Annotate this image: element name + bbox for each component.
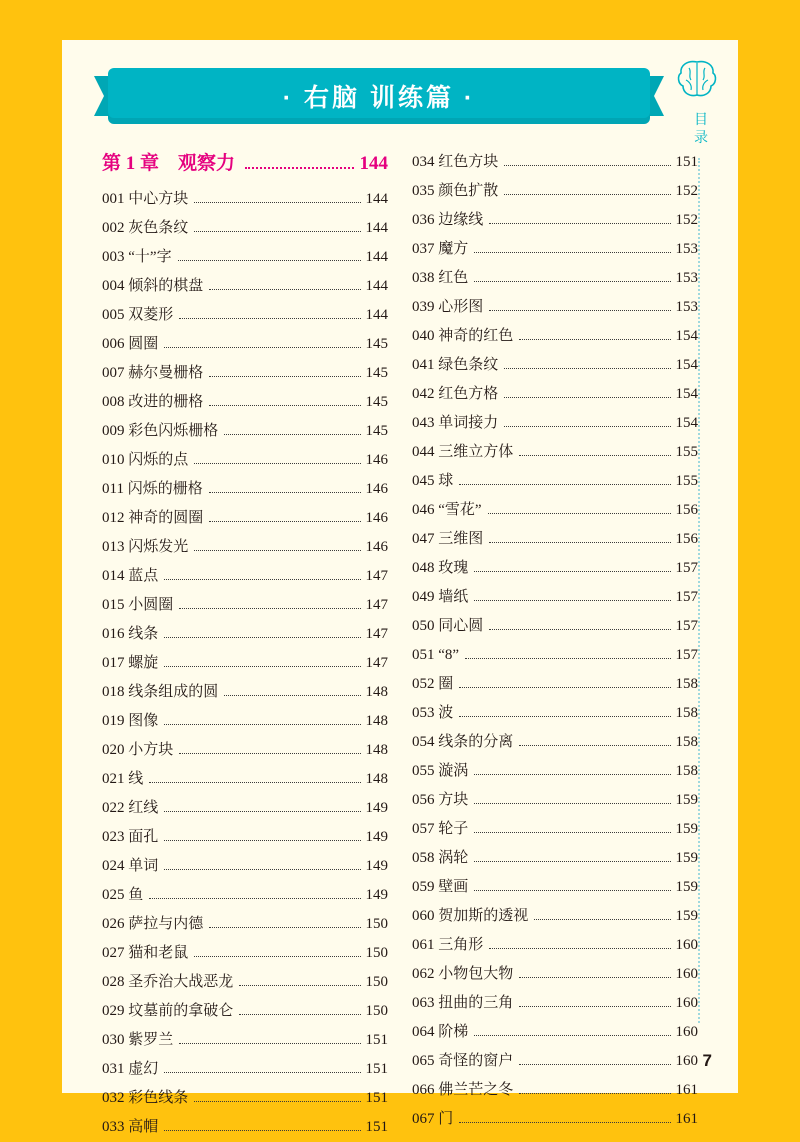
toc-entry[interactable]: [412, 612, 698, 641]
toc-entry-label: 048 玫瑰: [412, 560, 469, 576]
toc-entry[interactable]: [102, 968, 388, 997]
toc-entry-label: 060 贺加斯的透视: [412, 908, 529, 924]
toc-leader-dots: [209, 491, 361, 493]
toc-leader-dots: [504, 193, 670, 195]
toc-entry[interactable]: [412, 1105, 698, 1134]
toc-entry[interactable]: [102, 939, 388, 968]
toc-entry-page: 146: [365, 452, 388, 468]
toc-leader-dots: [519, 1092, 670, 1094]
toc-entry-label: 040 神奇的红色: [412, 328, 514, 344]
toc-entry[interactable]: [412, 815, 698, 844]
toc-entry-page: 151: [365, 1119, 388, 1135]
toc-entry-page: 150: [365, 1003, 388, 1019]
toc-leader-dots: [489, 628, 670, 630]
toc-entry-label: 026 萨拉与内德: [102, 916, 204, 932]
toc-entry-label: 063 扭曲的三角: [412, 995, 514, 1011]
toc-leader-dots: [194, 462, 360, 464]
toc-leader-dots: [474, 831, 670, 833]
toc-entry-page: 144: [365, 191, 388, 207]
toc-entry-page: 151: [675, 154, 698, 170]
toc-entry-page: 151: [365, 1032, 388, 1048]
toc-leader-dots: [504, 164, 670, 166]
toc-entry-page: 160: [675, 1053, 698, 1069]
toc-entry-label: 038 红色: [412, 270, 469, 286]
page-sheet: [62, 40, 738, 1135]
toc-entry-page: 154: [675, 328, 698, 344]
toc-entry-label: 061 三角形: [412, 937, 484, 953]
toc-leader-dots: [209, 288, 360, 290]
toc-entry[interactable]: [412, 989, 698, 1018]
toc-leader-dots: [194, 1100, 360, 1102]
toc-entry-page: 146: [365, 510, 388, 526]
toc-entry[interactable]: [102, 1084, 388, 1113]
toc-entry-label: 042 红色方格: [412, 386, 499, 402]
toc-entry-page: 158: [675, 734, 698, 750]
toc-entry[interactable]: [412, 206, 698, 235]
toc-leader-dots: [474, 773, 670, 775]
toc-entry-page: 160: [675, 937, 698, 953]
toc-entry-page: 144: [365, 220, 388, 236]
toc-entry[interactable]: [412, 902, 698, 931]
toc-entry[interactable]: [102, 562, 388, 591]
toc-entry[interactable]: [412, 931, 698, 960]
toc-entry[interactable]: [412, 728, 698, 757]
toc-entry[interactable]: [412, 496, 698, 525]
toc-entry-label: 064 阶梯: [412, 1024, 469, 1040]
toc-entry-label: 021 线: [102, 771, 144, 787]
toc-entry-label: 047 三维图: [412, 531, 484, 547]
toc-entry-page: 145: [365, 365, 388, 381]
toc-leader-dots: [209, 520, 360, 522]
toc-entry-page: 160: [675, 966, 698, 982]
toc-entry-label: 065 奇怪的窗户: [412, 1053, 514, 1069]
toc-entry-page: 147: [365, 597, 388, 613]
toc-entry[interactable]: [102, 620, 388, 649]
toc-leader-dots: [224, 433, 360, 435]
toc-entry[interactable]: [412, 757, 698, 786]
chapter-title: 第 1 章 观察力: [102, 153, 236, 174]
toc-leader-dots: [459, 1121, 670, 1123]
chapter-heading[interactable]: [102, 148, 388, 175]
toc-entry[interactable]: [102, 881, 388, 910]
toc-entry-label: 010 闪烁的点: [102, 452, 189, 468]
toc-entry-label: 006 圆圈: [102, 336, 159, 352]
toc-entry[interactable]: [412, 467, 698, 496]
toc-leader-dots: [489, 222, 670, 224]
toc-entry-page: 148: [365, 713, 388, 729]
toc-entry-page: 151: [365, 1090, 388, 1106]
toc-leader-dots: [149, 897, 360, 899]
toc-leader-dots: [474, 889, 670, 891]
toc-leader-dots: [474, 1034, 670, 1036]
toc-entry[interactable]: [102, 272, 388, 301]
toc-entry-page: 147: [365, 568, 388, 584]
toc-leader-dots: [465, 657, 670, 659]
toc-entry[interactable]: [102, 214, 388, 243]
toc-entry-label: 028 圣乔治大战恶龙: [102, 974, 234, 990]
toc-entry[interactable]: [412, 177, 698, 206]
toc-leader-dots: [489, 947, 670, 949]
toc-entry-page: 145: [365, 394, 388, 410]
toc-entry-page: 158: [675, 676, 698, 692]
toc-leader-dots: [519, 1005, 670, 1007]
toc-leader-dots: [164, 346, 360, 348]
toc-leader-dots: [488, 512, 671, 514]
toc-entry-page: 154: [675, 415, 698, 431]
toc-leader-dots: [209, 926, 360, 928]
toc-entry[interactable]: [412, 1076, 698, 1105]
toc-entry-page: 148: [365, 771, 388, 787]
toc-entry-page: 159: [675, 792, 698, 808]
toc-entry-label: 050 同心圆: [412, 618, 484, 634]
toc-entry-page: 157: [675, 589, 698, 605]
toc-leader-dots: [519, 744, 670, 746]
toc-leader-dots: [209, 375, 360, 377]
toc-entry[interactable]: [412, 1047, 698, 1076]
toc-entry[interactable]: [102, 591, 388, 620]
page-number: 7: [702, 1051, 712, 1070]
toc-entry[interactable]: [412, 670, 698, 699]
toc-entry-page: 150: [365, 916, 388, 932]
toc-entry-label: 035 颜色扩散: [412, 183, 499, 199]
toc-entry-page: 149: [365, 887, 388, 903]
toc-entry-page: 146: [365, 481, 388, 497]
toc-entry-page: 152: [675, 183, 698, 199]
toc-leader-dots: [489, 309, 670, 311]
toc-leader-dots: [459, 483, 670, 485]
toc-entry-page: 147: [365, 626, 388, 642]
toc-entry-label: 005 双菱形: [102, 307, 174, 323]
toc-entry-label: 043 单词接力: [412, 415, 499, 431]
toc-entry-label: 011 闪烁的栅格: [102, 481, 203, 497]
toc-entry-label: 017 螺旋: [102, 655, 159, 671]
toc-entry-page: 149: [365, 829, 388, 845]
toc-leader-dots: [164, 636, 360, 638]
section-banner: [94, 68, 664, 124]
toc-leader-dots: [474, 599, 670, 601]
toc-entry-label: 014 蓝点: [102, 568, 159, 584]
toc-entry[interactable]: [102, 417, 388, 446]
toc-leader-dots: [474, 802, 670, 804]
toc-entry-label: 051 “8”: [412, 647, 460, 663]
toc-entry[interactable]: [102, 736, 388, 765]
toc-entry[interactable]: [412, 380, 698, 409]
toc-entry-label: 044 三维立方体: [412, 444, 514, 460]
toc-entry-page: 159: [675, 879, 698, 895]
toc-entry[interactable]: [412, 438, 698, 467]
toc-entry-label: 056 方块: [412, 792, 469, 808]
toc-entry-page: 160: [675, 1024, 698, 1040]
toc-entry[interactable]: [102, 649, 388, 678]
toc-entry[interactable]: [412, 960, 698, 989]
toc-entry-label: 013 闪烁发光: [102, 539, 189, 555]
toc-entry[interactable]: [102, 1113, 388, 1142]
toc-entry-page: 144: [365, 278, 388, 294]
toc-entry-label: 049 墙纸: [412, 589, 469, 605]
toc-entry-label: 053 波: [412, 705, 454, 721]
toc-entry-label: 036 边缘线: [412, 212, 484, 228]
toc-entry-page: 145: [365, 423, 388, 439]
toc-leader-dots: [179, 752, 360, 754]
toc-entry-label: 066 佛兰芒之冬: [412, 1082, 514, 1098]
toc-entry-page: 154: [675, 386, 698, 402]
toc-entry-label: 023 面孔: [102, 829, 159, 845]
side-dotted-rule: [698, 158, 702, 1023]
toc-entry[interactable]: [102, 1055, 388, 1084]
toc-entry-label: 059 壁画: [412, 879, 469, 895]
toc-entry-label: 058 涡轮: [412, 850, 469, 866]
toc-leader-dots: [194, 230, 360, 232]
toc-leader-dots: [179, 607, 360, 609]
toc-entry[interactable]: [102, 1026, 388, 1055]
toc-entry-label: 003 “十”字: [102, 249, 172, 265]
toc-entry-label: 007 赫尔曼栅格: [102, 365, 204, 381]
toc-entry[interactable]: [412, 148, 698, 177]
toc-columns: [102, 148, 698, 1142]
toc-entry[interactable]: [102, 388, 388, 417]
toc-entry-label: 008 改进的栅格: [102, 394, 204, 410]
toc-entry-label: 022 红线: [102, 800, 159, 816]
toc-entry-page: 156: [675, 531, 698, 547]
toc-entry-label: 018 线条组成的圆: [102, 684, 219, 700]
toc-entry[interactable]: [412, 293, 698, 322]
toc-leader-dots: [519, 338, 670, 340]
toc-entry-page: 157: [675, 647, 698, 663]
toc-leader-dots: [164, 839, 360, 841]
toc-entry[interactable]: [102, 910, 388, 939]
toc-entry[interactable]: [102, 678, 388, 707]
toc-entry[interactable]: [412, 235, 698, 264]
toc-entry-label: 034 红色方块: [412, 154, 499, 170]
toc-entry[interactable]: [412, 786, 698, 815]
toc-entry-page: 158: [675, 763, 698, 779]
toc-entry[interactable]: [102, 359, 388, 388]
toc-entry[interactable]: [102, 852, 388, 881]
toc-leader-dots: [179, 1042, 360, 1044]
toc-entry[interactable]: [102, 533, 388, 562]
toc-entry[interactable]: [102, 330, 388, 359]
toc-column-right: [412, 148, 698, 1142]
toc-leader-dots: [164, 665, 360, 667]
toc-entry[interactable]: [102, 243, 388, 272]
toc-entry-label: 025 鱼: [102, 887, 144, 903]
toc-entry-label: 012 神奇的圆圈: [102, 510, 204, 526]
toc-entry-label: 020 小方块: [102, 742, 174, 758]
toc-entry[interactable]: [412, 322, 698, 351]
toc-entry-label: 029 坟墓前的拿破仑: [102, 1003, 234, 1019]
toc-entry[interactable]: [102, 823, 388, 852]
toc-leader-dots: [194, 955, 360, 957]
toc-entry-page: 160: [675, 995, 698, 1011]
toc-entry-label: 016 线条: [102, 626, 159, 642]
toc-entry[interactable]: [412, 351, 698, 380]
toc-entry-label: 041 绿色条纹: [412, 357, 499, 373]
toc-entry-page: 153: [675, 299, 698, 315]
toc-leader-dots: [534, 918, 670, 920]
toc-entry[interactable]: [412, 525, 698, 554]
toc-entry-label: 045 球: [412, 473, 454, 489]
toc-entry-label: 024 单词: [102, 858, 159, 874]
side-label: 目录: [694, 111, 708, 145]
toc-leader-dots: [519, 1063, 670, 1065]
toc-entry-page: 150: [365, 974, 388, 990]
toc-entry[interactable]: [102, 765, 388, 794]
toc-leader-dots: [194, 201, 360, 203]
toc-entry-page: 157: [675, 560, 698, 576]
toc-entry-page: 150: [365, 945, 388, 961]
toc-leader-dots: [504, 425, 670, 427]
toc-entry-label: 030 紫罗兰: [102, 1032, 174, 1048]
toc-entry-page: 146: [365, 539, 388, 555]
toc-leader-dots: [164, 810, 360, 812]
toc-leader-dots: [239, 984, 360, 986]
toc-leader-dots: [474, 280, 670, 282]
toc-entry[interactable]: [412, 844, 698, 873]
toc-leader-dots: [179, 317, 360, 319]
toc-column-left: [102, 148, 388, 1142]
chapter-leader-dots: [245, 166, 353, 169]
toc-entry-page: 155: [675, 473, 698, 489]
toc-entry-page: 144: [365, 307, 388, 323]
toc-entry-page: 152: [675, 212, 698, 228]
toc-entry[interactable]: [102, 504, 388, 533]
banner-plate: [108, 68, 650, 124]
toc-entry[interactable]: [412, 873, 698, 902]
toc-entry-page: 157: [675, 618, 698, 634]
toc-leader-dots: [209, 404, 360, 406]
toc-entry-page: 153: [675, 270, 698, 286]
toc-entry-page: 159: [675, 821, 698, 837]
toc-entry[interactable]: [102, 707, 388, 736]
toc-entry-label: 015 小圆圈: [102, 597, 174, 613]
toc-entry-label: 019 图像: [102, 713, 159, 729]
toc-entry[interactable]: [102, 185, 388, 214]
toc-entry-page: 148: [365, 684, 388, 700]
chapter-page: 144: [359, 153, 388, 174]
toc-leader-dots: [489, 541, 670, 543]
toc-entry-page: 149: [365, 858, 388, 874]
toc-entry-label: 001 中心方块: [102, 191, 189, 207]
toc-entry-label: 046 “雪花”: [412, 502, 482, 518]
toc-entry-label: 062 小物包大物: [412, 966, 514, 982]
toc-entry-page: 161: [675, 1082, 698, 1098]
toc-leader-dots: [164, 578, 360, 580]
toc-entry-page: 149: [365, 800, 388, 816]
toc-entry-page: 144: [365, 249, 388, 265]
toc-entry-page: 159: [675, 908, 698, 924]
toc-entry-label: 004 倾斜的棋盘: [102, 278, 204, 294]
toc-entry[interactable]: [412, 409, 698, 438]
toc-entry-label: 033 高帽: [102, 1119, 159, 1135]
toc-leader-dots: [474, 570, 670, 572]
toc-entry-page: 153: [675, 241, 698, 257]
toc-entry-page: 151: [365, 1061, 388, 1077]
toc-entry[interactable]: [412, 264, 698, 293]
toc-entry[interactable]: [412, 699, 698, 728]
toc-entry-page: 145: [365, 336, 388, 352]
toc-leader-dots: [164, 1129, 360, 1131]
toc-entry[interactable]: [412, 641, 698, 670]
toc-entry[interactable]: [102, 475, 388, 504]
brain-icon: [674, 58, 720, 100]
toc-entry-label: 009 彩色闪烁栅格: [102, 423, 219, 439]
toc-entry-page: 148: [365, 742, 388, 758]
toc-leader-dots: [519, 976, 670, 978]
toc-entry-page: 161: [675, 1111, 698, 1127]
toc-entry[interactable]: [102, 446, 388, 475]
toc-entry-page: 156: [675, 502, 698, 518]
toc-leader-dots: [474, 251, 670, 253]
toc-entry-label: 002 灰色条纹: [102, 220, 189, 236]
toc-entry-label: 039 心形图: [412, 299, 484, 315]
toc-leader-dots: [164, 1071, 360, 1073]
toc-entry-label: 057 轮子: [412, 821, 469, 837]
toc-entry-label: 027 猫和老鼠: [102, 945, 189, 961]
toc-entry-page: 155: [675, 444, 698, 460]
toc-entry-label: 031 虚幻: [102, 1061, 159, 1077]
toc-entry-label: 037 魔方: [412, 241, 469, 257]
toc-leader-dots: [178, 259, 361, 261]
toc-leader-dots: [504, 367, 670, 369]
toc-entry-label: 067 门: [412, 1111, 454, 1127]
toc-leader-dots: [239, 1013, 360, 1015]
toc-leader-dots: [194, 549, 360, 551]
toc-leader-dots: [164, 723, 360, 725]
toc-leader-dots: [149, 781, 360, 783]
toc-entry[interactable]: [102, 301, 388, 330]
toc-entry-page: 147: [365, 655, 388, 671]
toc-entry-label: 052 圈: [412, 676, 454, 692]
toc-leader-dots: [164, 868, 360, 870]
toc-leader-dots: [474, 860, 670, 862]
toc-leader-dots: [519, 454, 670, 456]
toc-leader-dots: [504, 396, 670, 398]
toc-entry-label: 054 线条的分离: [412, 734, 514, 750]
toc-entry[interactable]: [102, 794, 388, 823]
toc-entry-page: 158: [675, 705, 698, 721]
toc-entry-label: 032 彩色线条: [102, 1090, 189, 1106]
toc-entry[interactable]: [412, 554, 698, 583]
toc-leader-dots: [459, 715, 670, 717]
banner-title: · 右脑 训练篇 ·: [282, 84, 476, 112]
toc-entry[interactable]: [412, 1018, 698, 1047]
toc-entry-page: 159: [675, 850, 698, 866]
toc-entry[interactable]: [412, 583, 698, 612]
toc-entry-page: 154: [675, 357, 698, 373]
toc-leader-dots: [224, 694, 360, 696]
toc-leader-dots: [459, 686, 670, 688]
toc-entry[interactable]: [102, 997, 388, 1026]
toc-entry-label: 055 漩涡: [412, 763, 469, 779]
